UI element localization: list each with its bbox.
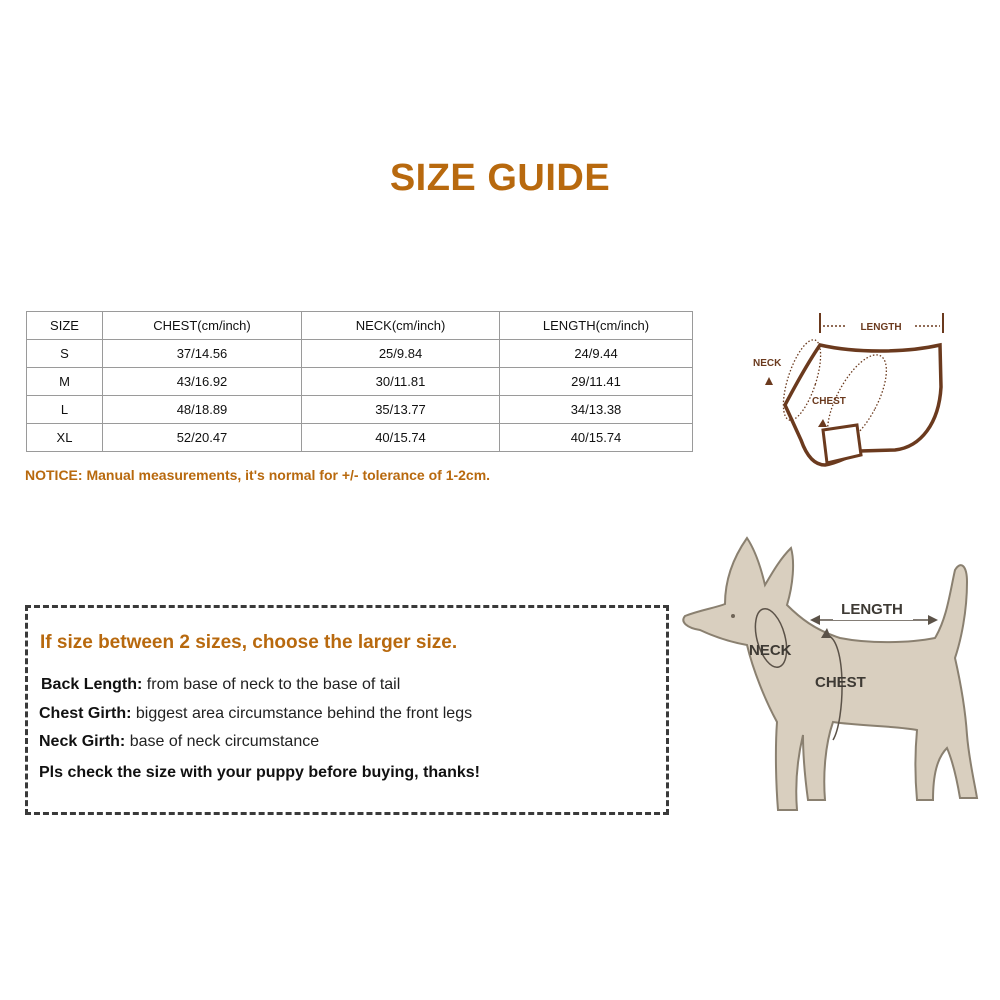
cell-size: S	[27, 340, 103, 368]
sizing-tips-box	[25, 605, 669, 815]
vest-length-label: LENGTH	[860, 322, 902, 333]
cell-chest: 43/16.92	[103, 368, 302, 396]
back-length-text: from base of neck to the base of tail	[146, 676, 401, 693]
cell-size: M	[27, 368, 103, 396]
cell-length: 34/13.38	[500, 396, 693, 424]
header-length: LENGTH(cm/inch)	[500, 312, 693, 340]
cell-chest: 52/20.47	[103, 424, 302, 452]
check-size-note	[39, 764, 480, 782]
cell-size: XL	[27, 424, 103, 452]
dog-length-label: LENGTH	[841, 601, 903, 618]
cell-neck: 25/9.84	[302, 340, 500, 368]
back-length-line	[41, 676, 400, 694]
table-row	[27, 396, 693, 424]
cell-length: 24/9.44	[500, 340, 693, 368]
notice-text: NOTICE: Manual measurements, it's normal for +/- tolerance of 1-2cm.	[25, 467, 491, 483]
header-chest: CHEST(cm/inch)	[103, 312, 302, 340]
table-row	[27, 424, 693, 452]
header-neck: NECK(cm/inch)	[302, 312, 500, 340]
dog-chest-label: CHEST	[815, 674, 866, 691]
neck-girth-line	[39, 733, 319, 751]
cell-neck: 35/13.77	[302, 396, 500, 424]
chest-girth-line	[39, 705, 472, 723]
chest-girth-label: Chest Girth:	[39, 705, 132, 722]
vest-diagram	[745, 305, 965, 485]
table-header-row	[27, 312, 693, 340]
vest-neck-label: NECK	[753, 358, 782, 369]
neck-girth-text: base of neck circumstance	[129, 733, 320, 750]
table-row	[27, 368, 693, 396]
cell-chest: 37/14.56	[103, 340, 302, 368]
chest-girth-text: biggest area circumstance behind the front legs	[135, 705, 473, 722]
cell-neck: 40/15.74	[302, 424, 500, 452]
page-title: SIZE GUIDE	[389, 157, 611, 199]
table-row	[27, 340, 693, 368]
dog-neck-label: NECK	[749, 642, 792, 659]
check-size-text: Pls check the size with your puppy before buying, thanks!	[39, 764, 480, 781]
cell-length: 29/11.41	[500, 368, 693, 396]
dog-diagram	[675, 530, 985, 820]
size-table	[26, 311, 693, 452]
header-size: SIZE	[27, 312, 103, 340]
vest-chest-label: CHEST	[812, 396, 846, 407]
cell-chest: 48/18.89	[103, 396, 302, 424]
back-length-label: Back Length:	[41, 676, 143, 693]
sizing-tip-headline: If size between 2 sizes, choose the larger size.	[40, 632, 458, 653]
cell-length: 40/15.74	[500, 424, 693, 452]
cell-size: L	[27, 396, 103, 424]
cell-neck: 30/11.81	[302, 368, 500, 396]
neck-girth-label: Neck Girth:	[39, 733, 126, 750]
vest-outline	[785, 345, 941, 465]
